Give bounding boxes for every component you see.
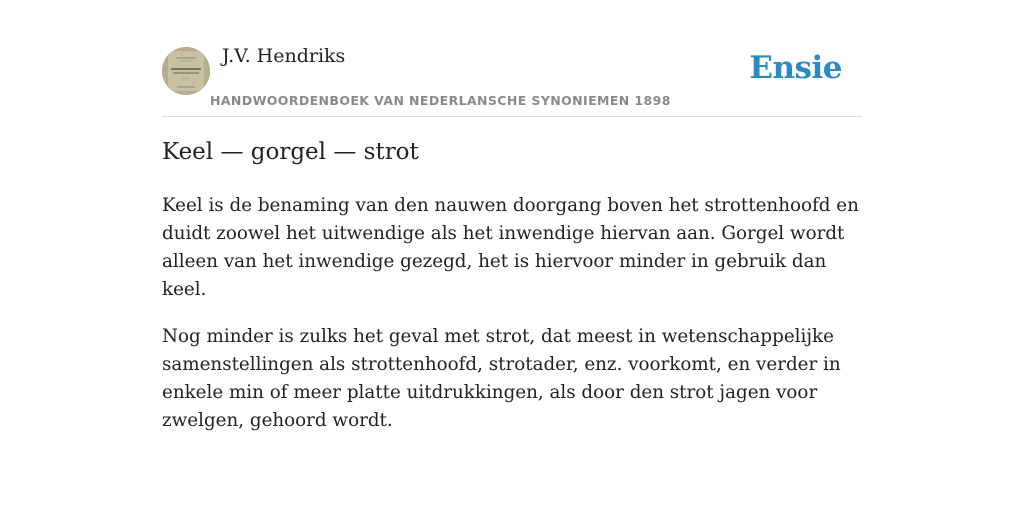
ensie-logo[interactable]: Ensie [749,50,842,86]
author-name[interactable]: J.V. Hendriks [222,45,346,67]
entry-body [162,192,862,454]
entry-card [162,0,862,431]
source-title[interactable]: HANDWOORDENBOEK VAN NEDERLANSCHE SYNONIEMEN 1898 [210,93,671,108]
book-cover-avatar[interactable] [162,47,210,95]
entry-title: Keel — gorgel — strot [162,139,419,165]
entry-paragraph: Nog minder is zulks het geval met strot, dat meest in wetenschappelijke samenstellingen als strottenhoofd, strotader, enz. voorkomt, en verder in enkele min of meer platte uitdrukkingen, als door den strot jagen voor zwelgen, gehoord wordt. [162,326,841,431]
book-cover-icon [162,47,210,95]
entry-header [162,0,862,117]
entry-paragraph: Keel is de benaming van den nauwen doorgang boven het strottenhoofd en duidt zoowel het uitwendige als het inwendige hiervan aan. Gorgel wordt alleen van het inwendige gezegd, het is hiervoor minder in gebruik dan keel. [162,195,859,300]
